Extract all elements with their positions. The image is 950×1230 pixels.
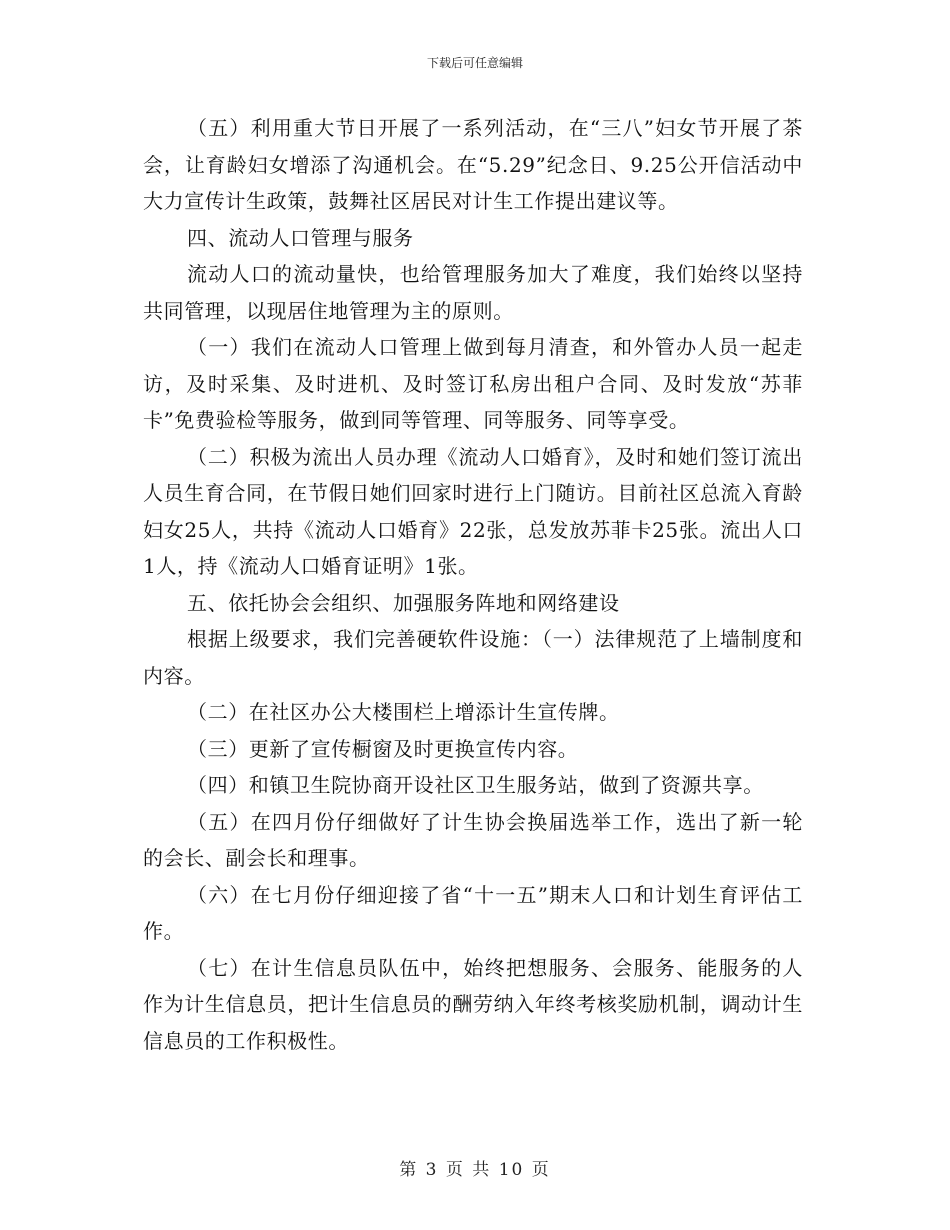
- paragraph-activities: （五）利用重大节日开展了一系列活动，在“三八”妇女节开展了茶会，让育龄妇女增添了沟通机会。在“5.29”纪念日、9.25公开信活动中大力宣传计生政策，鼓舞社区居民对计生工作提出建议等。: [143, 116, 803, 213]
- section-heading-network-building: 五、依托协会会组织、加强服务阵地和网络建设: [187, 590, 620, 615]
- paragraph-monthly-check: （一）我们在流动人口管理上做到每月清查，和外管办人员一起走访，及时采集、及时进机、及时签订私房出租户合同、及时发放“苏菲卡”免费验检等服务，做到同等管理、同等服务、同等享受。: [143, 335, 803, 432]
- paragraph-signboards: （二）在社区办公大楼围栏上增添计生宣传牌。: [187, 700, 620, 724]
- paragraph-information-officers: （七）在计生信息员队伍中，始终把想服务、会服务、能服务的人作为计生信息员，把计生信息员的酬劳纳入年终考核奖励机制，调动计生信息员的工作积极性。: [143, 955, 803, 1053]
- document-body: [143, 110, 803, 1059]
- paragraph-showcase: （三）更新了宣传橱窗及时更换宣传内容。: [187, 736, 579, 761]
- paragraph-evaluation: （六）在七月份仔细迎接了省“十一五”期末人口和计划生育评估工作。: [143, 882, 803, 943]
- paragraph-election: （五）在四月份仔细做好了计生协会换届选举工作，选出了新一轮的会长、副会长和理事。: [143, 809, 803, 870]
- paragraph-outflow-certificates: （二）积极为流出人员办理《流动人口婚育》，及时和她们签订流出人员生育合同，在节假日她们回家时进行上门随访。目前社区总流入育龄妇女25人，共持《流动人口婚育》22张，总发放苏菲卡25张。流出人口1人，持《流动人口婚育证明》1张。: [143, 444, 803, 578]
- page-header: 下载后可任意编辑: [426, 56, 523, 70]
- section-heading-floating-population: 四、流动人口管理与服务: [187, 225, 414, 250]
- page-number-footer: 第 3 页 共 10 页: [399, 1160, 551, 1180]
- paragraph-facilities: 根据上级要求，我们完善硬软件设施：（一）法律规范了上墙制度和内容。: [143, 627, 803, 688]
- paragraph-floating-intro: 流动人口的流动量快，也给管理服务加大了难度，我们始终以坚持共同管理，以现居住地管理为主的原则。: [143, 262, 803, 323]
- paragraph-health-station: （四）和镇卫生院协商开设社区卫生服务站，做到了资源共享。: [187, 773, 764, 797]
